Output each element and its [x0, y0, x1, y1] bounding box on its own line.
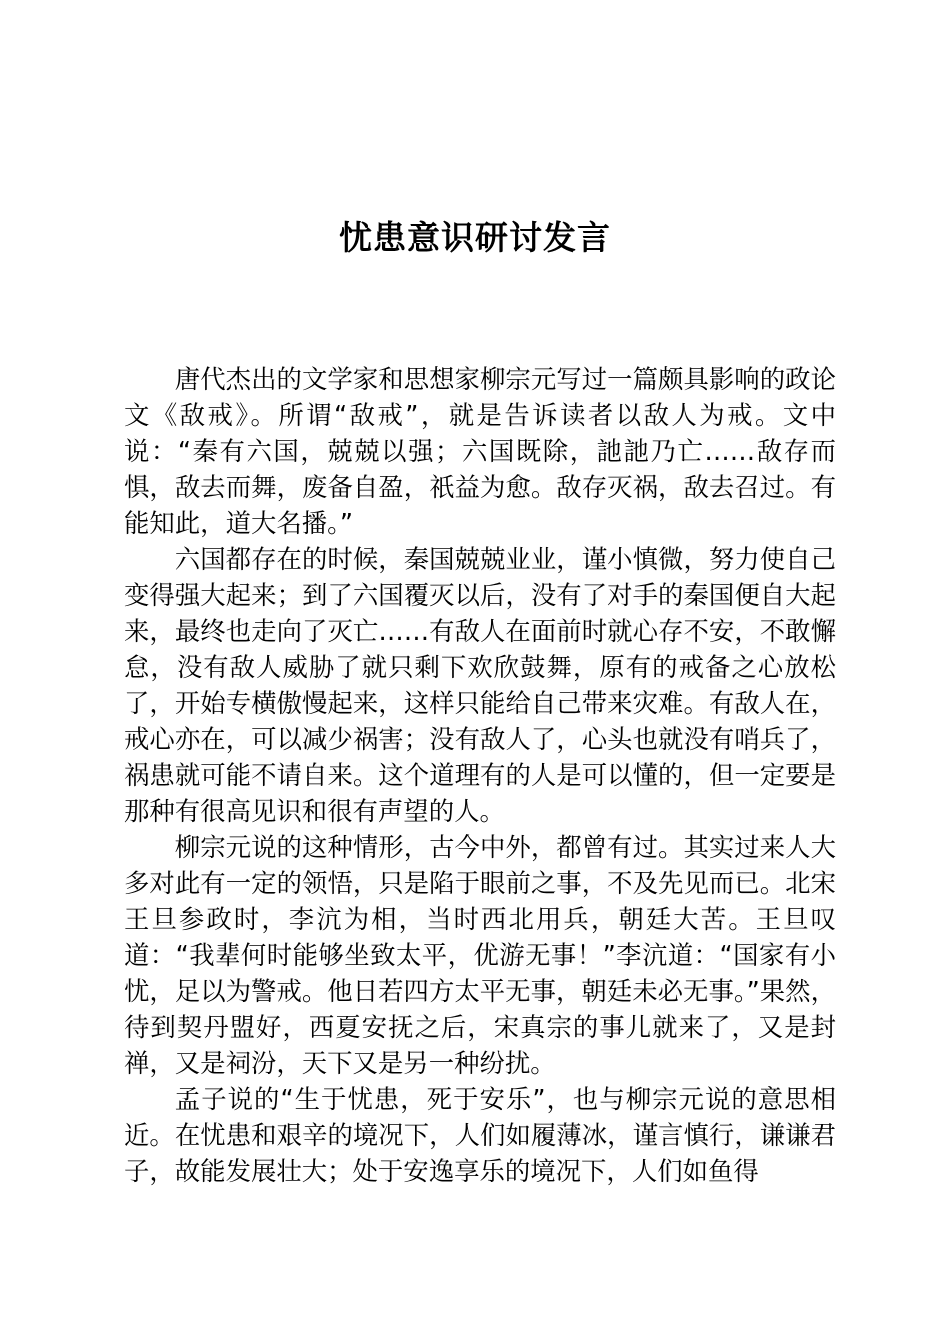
document-title: 忧患意识研讨发言	[339, 218, 611, 257]
document-body	[124, 361, 836, 1189]
paragraph-4: 孟子说的“生于忧患，死于安乐”，也与柳宗元说的意思相近。在忧患和艰辛的境况下，人们如履薄冰，谨言慎行，谦谦君子，故能发展壮大；处于安逸享乐的境况下，人们如鱼得	[124, 1084, 836, 1186]
paragraph-2: 六国都存在的时候，秦国兢兢业业，谨小慎微，努力使自己变得强大起来；到了六国覆灭以后，没有了对手的秦国便自大起来，最终也走向了灭亡……有敌人在面前时就心存不安，不敢懈怠，没有敌人威胁了就只剩下欢欣鼓舞，原有的戒备之心放松了，开始专横傲慢起来，这样只能给自己带来灾难。有敌人在，戒心亦在，可以减少祸害；没有敌人了，心头也就没有哨兵了，祸患就可能不请自来。这个道理有的人是可以懂的，但一定要是那种有很高见识和很有声望的人。	[124, 544, 836, 826]
paragraph-1: 唐代杰出的文学家和思想家柳宗元写过一篇颇具影响的政论文《敌戒》。所谓“敌戒”，就是告诉读者以敌人为戒。文中说：“秦有六国，兢兢以强；六国既除，訑訑乃亡……敌存而惧，敌去而舞，废备自盈，祇益为愈。敌存灭祸，敌去召过。有能知此，道大名播。”	[124, 364, 836, 538]
paragraph-3: 柳宗元说的这种情形，古今中外，都曾有过。其实过来人大多对此有一定的领悟，只是陷于眼前之事，不及先见而已。北宋王旦参政时，李沆为相，当时西北用兵，朝廷大苦。王旦叹道：“我辈何时能够坐致太平，优游无事！”李沆道：“国家有小忧，足以为警戒。他日若四方太平无事，朝廷未必无事。”果然，待到契丹盟好，西夏安抚之后，宋真宗的事儿就来了，又是封禅，又是祠汾，天下又是另一种纷扰。	[124, 832, 836, 1078]
